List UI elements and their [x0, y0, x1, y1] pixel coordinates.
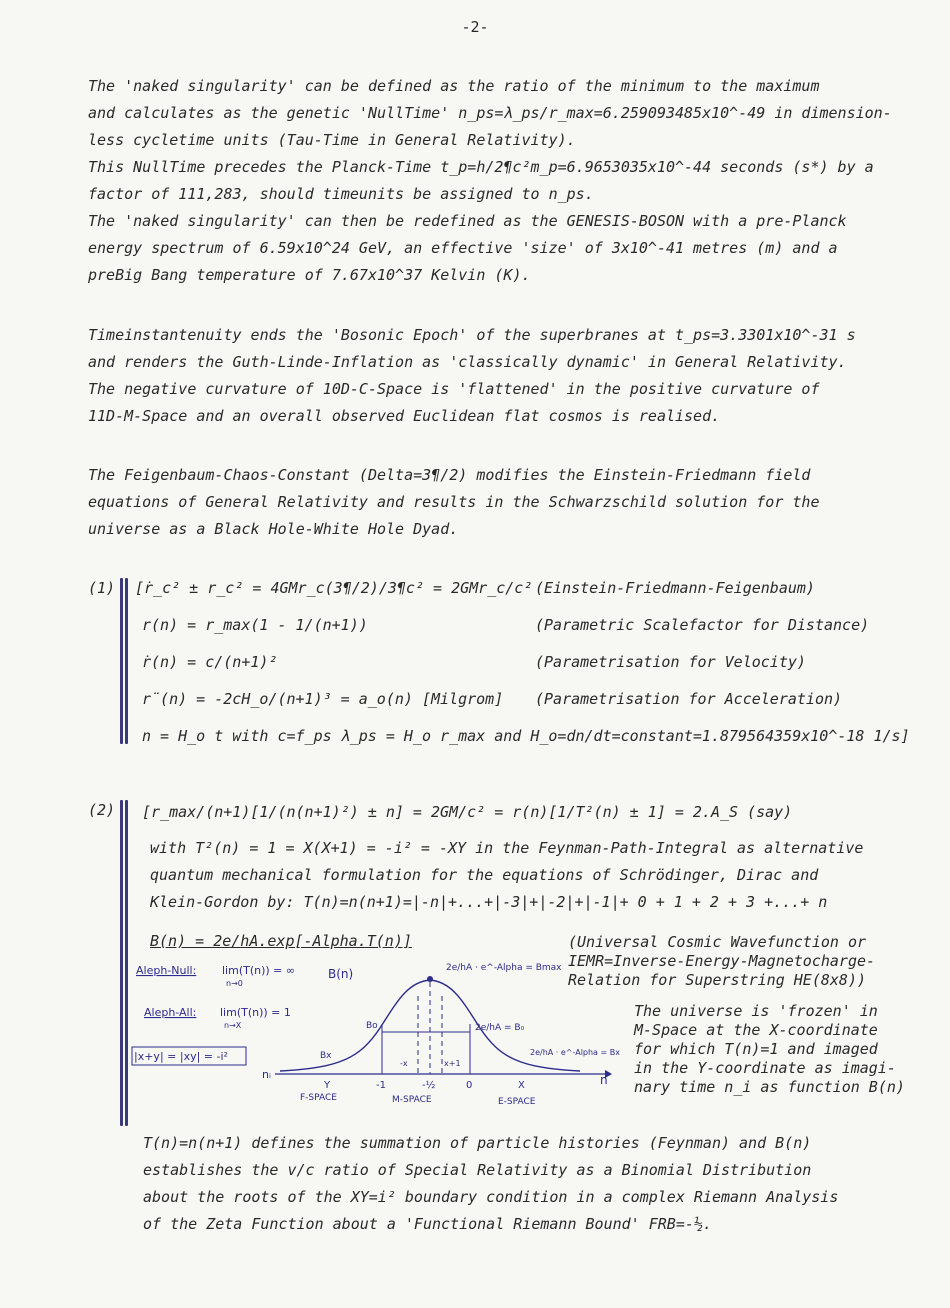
equation-formula: r̈(n) = -2cH_o/(n+1)³ = a_o(n) [Milgrom] [142, 690, 504, 708]
ni-label: nᵢ [262, 1068, 271, 1081]
peak-dot [427, 976, 433, 982]
axis-x-label: X [518, 1080, 525, 1091]
equation-formula: n = H_o t with c=f_ps λ_ps = H_o r_max and H_o=dn/dt=constant=1.879564359x10^-18 1/s] [142, 727, 910, 745]
text-line: preBig Bang temperature of 7.67x10^37 Kelvin (K). [88, 266, 531, 284]
text-line: This NullTime precedes the Planck-Time t_p=h/2¶c²m_p=6.9653035x10^-44 seconds (s*) by a [88, 158, 874, 176]
bell-curve-diagram [130, 950, 630, 1110]
text-line: less cycletime units (Tau-Time in General Relativity). [88, 131, 576, 149]
b0-annotation: 2e/hA = B₀ [475, 1023, 525, 1033]
text-line: about the roots of the XY=i² boundary condition in a complex Riemann Analysis [143, 1188, 839, 1206]
f-space-label: F-SPACE [300, 1093, 337, 1103]
text-line: The universe is 'frozen' in [634, 1002, 878, 1020]
e-space-label: E-SPACE [498, 1097, 536, 1107]
equation-number: (1) [88, 579, 116, 597]
text-line: IEMR=Inverse-Energy-Magnetocharge- [568, 952, 876, 970]
equation-formula: [r_max/(n+1)[1/(n(n+1)²) ± n] = 2GM/c² = r(n)[1/T²(n) ± 1] = 2.A_S (say) [142, 803, 793, 821]
equation-bar [120, 800, 123, 1126]
text-line: The 'naked singularity' can then be redefined as the GENESIS-BOSON with a pre-Planck [88, 212, 847, 230]
tick-minus-half: -½ [422, 1080, 436, 1091]
text-line: establishes the v/c ratio of Special Relativity as a Binomial Distribution [143, 1161, 812, 1179]
text-line: universe as a Black Hole-White Hole Dyad. [88, 520, 459, 538]
identity-note: |x+y| = |xy| = -i² [134, 1050, 228, 1063]
bx-small-label: Bx [320, 1051, 332, 1061]
bn-label: B(n) [328, 967, 354, 981]
aleph-null-expr: lim(T(n)) = ∞ [222, 964, 296, 977]
tick-minus-one: -1 [376, 1080, 386, 1091]
text-line: in the Y-coordinate as imagi- [634, 1059, 896, 1077]
n-label: n [600, 1073, 608, 1087]
equation-text: Klein-Gordon by: T(n)=n(n+1)=|-n|+...+|-3|+|-2|+|-1|+ 0 + 1 + 2 + 3 +...+ n [150, 893, 828, 911]
text-line: The negative curvature of 10D-C-Space is 'flattened' in the positive curvature of [88, 380, 820, 398]
text-line: factor of 111,283, should timeunits be assigned to n_ps. [88, 185, 594, 203]
timeinstantenuity-paragraph [88, 322, 888, 430]
text-line: equations of General Relativity and results in the Schwarzschild solution for the [88, 493, 820, 511]
bx-annotation: 2e/hA · e^-Alpha = Bx [530, 1048, 620, 1057]
text-line: The 'naked singularity' can be defined as the ratio of the minimum to the maximum [88, 77, 820, 95]
text-line: T(n)=n(n+1) defines the summation of particle histories (Feynman) and B(n) [143, 1134, 812, 1152]
text-line: and renders the Guth-Linde-Inflation as 'classically dynamic' in General Relativity. [88, 353, 847, 371]
text-line: for which T(n)=1 and imaged [634, 1040, 878, 1058]
closing-paragraph [143, 1130, 903, 1238]
equation-number: (2) [88, 801, 116, 819]
text-line: of the Zeta Function about a 'Functional Riemann Bound' FRB=-½. [143, 1215, 712, 1233]
text-line: energy spectrum of 6.59x10^24 GeV, an effective 'size' of 3x10^-41 metres (m) and a [88, 239, 838, 257]
equation-formula: r(n) = r_max(1 - 1/(n+1)) [142, 616, 368, 634]
equation-formula: [ṙ_c² ± r_c² = 4GMr_c(3¶/2)/3¶c² = 2GMr_c/c² [135, 579, 533, 597]
text-line: Timeinstantenuity ends the 'Bosonic Epoch' of the superbranes at t_ps=3.3301x10^-31 s [88, 326, 856, 344]
equation-label: (Einstein-Friedmann-Feigenbaum) [535, 579, 815, 597]
m-space-label: M-SPACE [392, 1095, 432, 1105]
text-line: 11D-M-Space and an overall observed Euclidean flat cosmos is realised. [88, 407, 721, 425]
equation-bar [125, 800, 128, 1126]
x-plus-one-label: x+1 [444, 1059, 461, 1068]
feigenbaum-paragraph [88, 462, 888, 543]
aleph-all-sub: n→X [224, 1021, 242, 1030]
minus-x-label: -x [400, 1059, 408, 1068]
text-line: (Universal Cosmic Wavefunction or [568, 933, 867, 951]
axis-y-label: Y [324, 1080, 331, 1091]
aleph-null-label: Aleph-Null: [136, 964, 197, 977]
equation-label: (Parametrisation for Acceleration) [535, 690, 843, 708]
tick-zero: 0 [466, 1080, 473, 1091]
text-line: M-Space at the X-coordinate [634, 1021, 878, 1039]
bn-formula: B(n) = 2e/hA.exp[-Alpha.T(n)] [150, 932, 412, 950]
equation-text: quantum mechanical formulation for the equations of Schrödinger, Dirac and [150, 866, 819, 884]
equation-label: (Parametrisation for Velocity) [535, 653, 806, 671]
page-number: -2- [461, 18, 489, 36]
text-line: The Feigenbaum-Chaos-Constant (Delta=3¶/2) modifies the Einstein-Friedmann field [88, 466, 811, 484]
equation-bar [125, 578, 128, 744]
text-line: nary time n_i as function B(n) [634, 1078, 905, 1096]
bo-small-label: Bo [366, 1021, 378, 1031]
text-line: Relation for Superstring HE(8x8)) [568, 971, 867, 989]
frozen-note [634, 1002, 905, 1097]
bmax-annotation: 2e/hA · e^-Alpha = Bmax [446, 963, 562, 973]
aleph-all-expr: lim(T(n)) = 1 [220, 1006, 291, 1019]
equation-formula: ṙ(n) = c/(n+1)² [142, 653, 278, 671]
equation-text: with T²(n) = 1 = X(X+1) = -i² = -XY in the Feynman-Path-Integral as alternative [150, 839, 864, 857]
equation-label: (Parametric Scalefactor for Distance) [535, 616, 870, 634]
intro-paragraph [88, 73, 892, 289]
equation-bar [120, 578, 123, 744]
aleph-all-label: Aleph-All: [144, 1006, 197, 1019]
aleph-null-sub: n→0 [226, 979, 243, 988]
text-line: and calculates as the genetic 'NullTime' n_ps=λ_ps/r_max=6.259093485x10^-49 in dimension- [88, 104, 892, 122]
